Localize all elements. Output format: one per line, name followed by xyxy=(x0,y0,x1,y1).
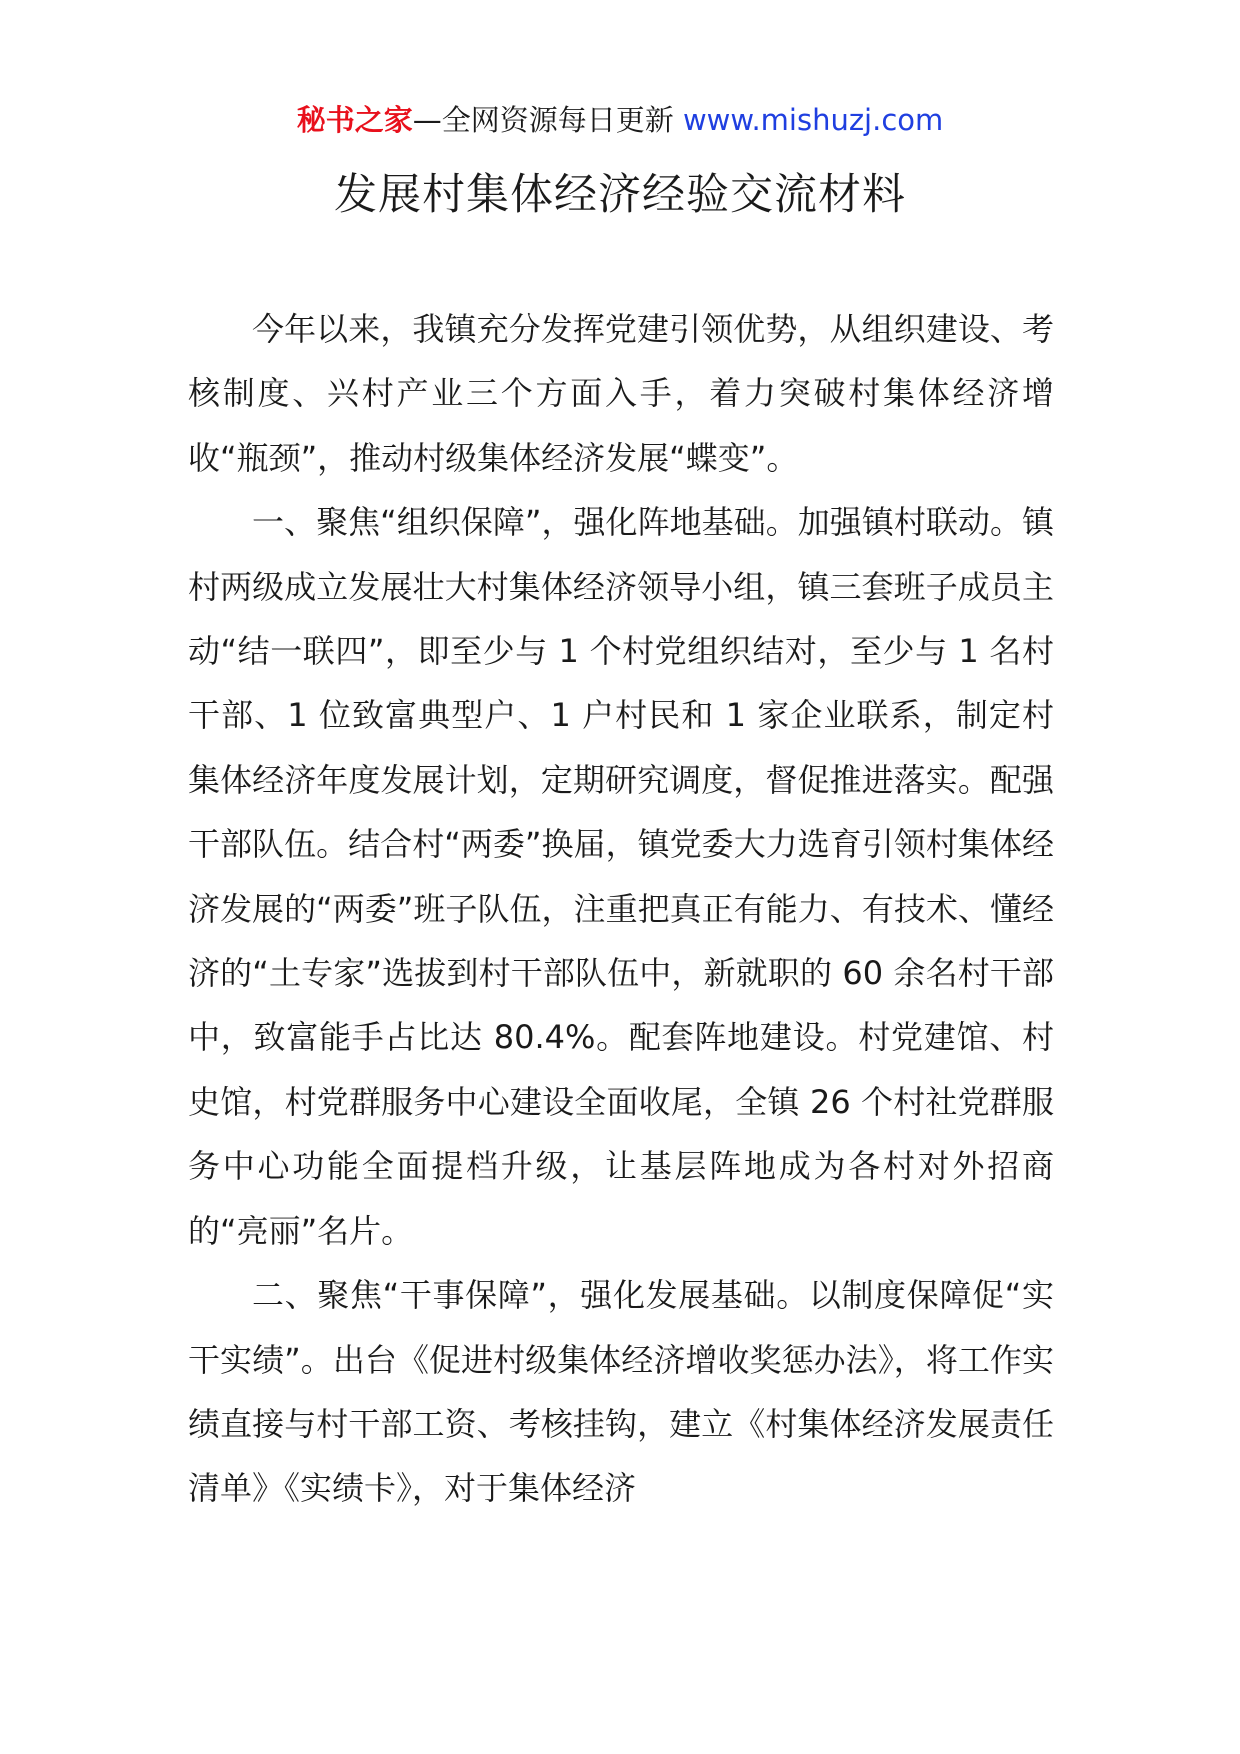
paragraph-section-1: 一、聚焦“组织保障”，强化阵地基础。加强镇村联动。镇村两级成立发展壮大村集体经济领导小组，镇三套班子成员主动“结一联四”，即至少与 1 个村党组织结对，至少与 1 名村干部、1 位致富典型户、1 户村民和 1 家企业联系，制定村集体经济年度发展计划，定期研究调度，督促推进落实。配强干部队伍。结合村“两委”换届，镇党委大力选育引领村集体经济发展的“两委”班子队伍，注重把真正有能力、有技术、懂经济的“土专家”选拔到村干部队伍中，新就职的 60 余名村干部中，致富能手占比达 80.4%。配套阵地建设。村党建馆、村史馆，村党群服务中心建设全面收尾，全镇 26 个村社党群服务中心功能全面提档升级，让基层阵地成为各村对外招商的“亮丽”名片。 xyxy=(188,503,1054,1250)
site-brand: 秘书之家 xyxy=(296,103,413,137)
document-title: 发展村集体经济经验交流材料 xyxy=(334,170,906,220)
site-header xyxy=(0,100,1240,140)
paragraph-section-2: 二、聚焦“干事保障”，强化发展基础。以制度保障促“实干实绩”。出台《促进村级集体经济增收奖惩办法》，将工作实绩直接与村干部工资、考核挂钩，建立《村集体经济发展责任清单》《实绩卡》，对于集体经济 xyxy=(188,1276,1054,1508)
paragraph-intro: 今年以来，我镇充分发挥党建引领优势，从组织建设、考核制度、兴村产业三个方面入手，着力突破村集体经济增收“瓶颈”，推动村级集体经济发展“蝶变”。 xyxy=(188,310,1054,477)
site-url-link[interactable]: www.mishuzj.com xyxy=(682,103,944,137)
document-body xyxy=(188,297,1054,1521)
site-tagline: —全网资源每日更新 xyxy=(412,103,674,137)
